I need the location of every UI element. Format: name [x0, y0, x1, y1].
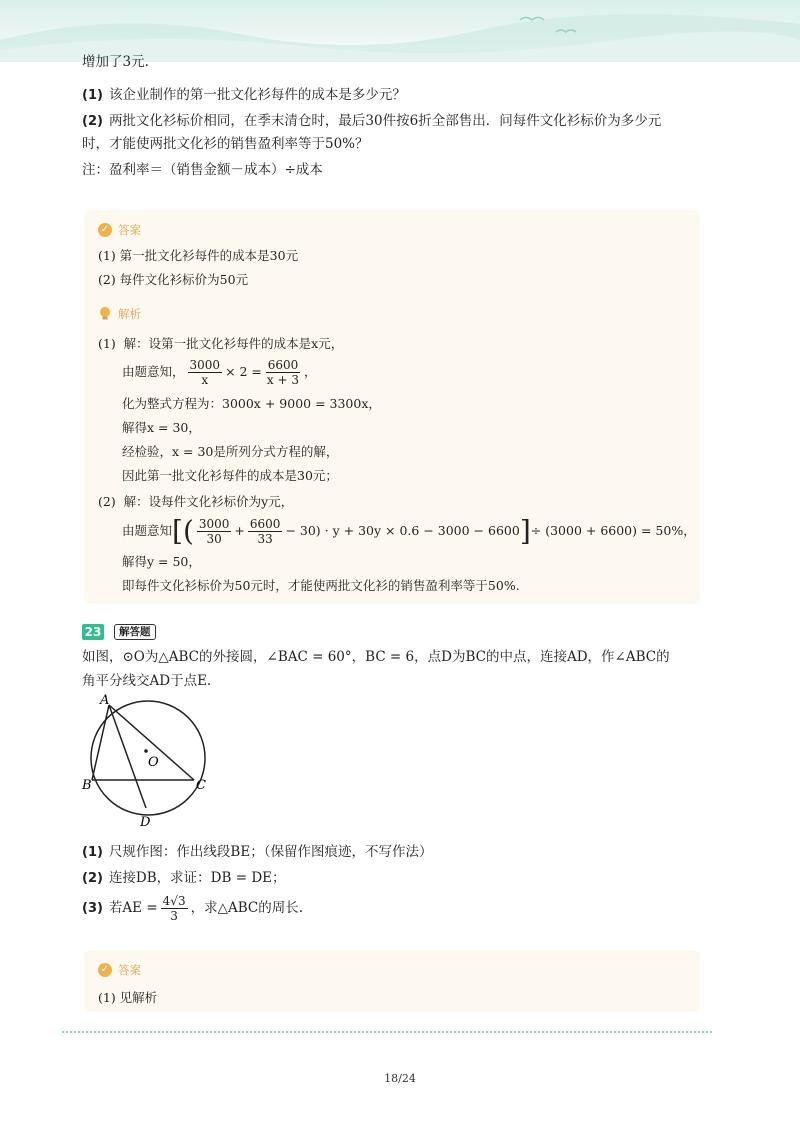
- center-point-O: [144, 749, 148, 753]
- answer-2: (2) 每件文化衫标价为50元: [98, 272, 249, 287]
- page-number: 18/24: [384, 1072, 416, 1085]
- p2-l2-mid: − 30) · y + 30y × 0.6 − 3000 − 6600: [285, 523, 520, 538]
- circle-triangle-figure: [82, 694, 222, 830]
- fraction-3000-30: [197, 517, 232, 546]
- q23-sub-3-number: (3): [82, 901, 103, 916]
- analysis-p1-line1: 解：设第一批文化衫每件的成本是x元，: [123, 336, 344, 351]
- label-C: C: [196, 778, 206, 793]
- problem-continuation: 增加了3元.: [82, 54, 149, 70]
- fraction-6600-33: [248, 517, 283, 546]
- q23-sub-1-text: 尺规作图：作出线段BE；（保留作图痕迹，不写作法）: [108, 844, 433, 860]
- left-bracket: [(: [172, 514, 194, 548]
- s3-numerator: 4√3: [162, 894, 186, 908]
- q23-stem-line2: 角平分线交AD于点E.: [82, 673, 212, 689]
- analysis-p2-line1: 解：设每件文化衫标价为y元，: [123, 494, 294, 509]
- question-number-badge: 23: [82, 624, 104, 640]
- frac3-numerator: 3000: [198, 517, 230, 531]
- question-type-badge: 解答题: [114, 624, 156, 640]
- q23-sub-3: [82, 893, 303, 924]
- q23-sub-2-text: 连接DB，求证：DB = DE；: [108, 870, 286, 886]
- q23-stem-line1: 如图，⊙O为△ABC的外接圆，∠BAC = 60°，BC = 6，点D为BC的中点，连接AD，作∠ABC的: [82, 649, 670, 665]
- dotted-divider: [62, 1031, 712, 1033]
- answer-title-text: 答案: [118, 223, 141, 237]
- analysis-title-text: 解析: [118, 307, 141, 321]
- label-B: B: [82, 778, 92, 793]
- frac2-numerator: 6600: [267, 358, 299, 372]
- answer-q23-1: (1) 见解析: [98, 990, 158, 1005]
- frac4-denominator: 33: [257, 532, 273, 546]
- analysis-part-1: [98, 334, 343, 354]
- q23-sub-2: [82, 868, 286, 889]
- lightbulb-icon: [98, 306, 112, 322]
- fraction-3000-x: [188, 358, 223, 387]
- question-2-number: (2): [82, 114, 103, 129]
- analysis-p2-line2: 由题意知[( $\frac{3000}{30}$ + $\frac{6600}{33}$ − 30) · y + 30y × 0.6 − 3000 − 6600]÷ (3000 + 6600) = 50%，: [122, 514, 696, 548]
- analysis-part-2-number: (2): [98, 494, 116, 509]
- analysis-p1-line4: 解得x = 30，: [122, 420, 201, 435]
- p1-l2-post: ，: [304, 364, 317, 379]
- label-D: D: [140, 815, 151, 830]
- label-O: O: [148, 755, 159, 770]
- answer-title: [98, 222, 141, 238]
- p2-l2-pre: 由题意知: [122, 523, 173, 538]
- p1-l2-mid: × 2 =: [225, 364, 262, 379]
- question-1-text: 该企业制作的第一批文化衫每件的成本是多少元？: [108, 87, 406, 103]
- check-badge-icon: ✓: [98, 223, 112, 237]
- answer-title-q23: [98, 962, 141, 978]
- analysis-p1-line3: 化为整式方程为：3000x + 9000 = 3300x，: [122, 396, 381, 411]
- analysis-p1-line5: 经检验，x = 30是所列分式方程的解，: [122, 444, 339, 459]
- note: 注：盈利率＝（销售金额－成本）÷成本: [82, 162, 323, 178]
- answer-box-q23: [84, 950, 700, 1012]
- q23-sub-3-pre: 若AE =: [108, 900, 158, 916]
- analysis-p1-line6: 因此第一批文化衫每件的成本是30元；: [122, 468, 338, 483]
- frac1-numerator: 3000: [189, 358, 221, 372]
- analysis-part-1-number: (1): [98, 336, 116, 351]
- frac3-denominator: 30: [206, 532, 222, 546]
- answer-1: (1) 第一批文化衫每件的成本是30元: [98, 248, 299, 263]
- analysis-part-2: [98, 492, 293, 512]
- analysis-p2-line4: 即每件文化衫标价为50元时，才能使两批文化衫的销售盈利率等于50%.: [122, 578, 520, 593]
- p1-l2-pre: 由题意知，: [122, 364, 185, 379]
- frac2-denominator: x + 3: [266, 373, 300, 387]
- right-bracket: ]: [519, 514, 531, 548]
- frac1-denominator: x: [201, 373, 209, 387]
- q23-sub-2-number: (2): [82, 871, 103, 886]
- analysis-title: [98, 306, 141, 322]
- analysis-p1-line2: [122, 358, 317, 387]
- s3-denominator: 3: [170, 909, 178, 923]
- question-1: [82, 85, 406, 106]
- q23-sub-1-number: (1): [82, 845, 103, 860]
- question-2-text-a: 两批文化衫标价相同，在季末清仓时，最后30件按6折全部售出．问每件文化衫标价为多少元: [108, 113, 662, 129]
- segment-AB: [92, 705, 109, 780]
- question-2: [82, 111, 661, 132]
- frac4-numerator: 6600: [249, 517, 281, 531]
- label-A: A: [100, 694, 110, 708]
- q23-sub-3-post: ，求△ABC的周长.: [190, 900, 304, 916]
- fraction-6600-x3: [265, 358, 301, 387]
- q23-sub-1: [82, 842, 432, 863]
- check-badge-icon: ✓: [98, 963, 112, 977]
- fraction-4root3-3: [161, 894, 188, 923]
- answer-title-q23-text: 答案: [118, 963, 141, 977]
- question-1-number: (1): [82, 88, 103, 103]
- p2-l2-post: ÷ (3000 + 6600) = 50%，: [530, 523, 696, 538]
- question-2-text-b: 时，才能使两批文化衫的销售盈利率等于50%？: [82, 136, 369, 152]
- analysis-p2-line3: 解得y = 50，: [122, 554, 201, 569]
